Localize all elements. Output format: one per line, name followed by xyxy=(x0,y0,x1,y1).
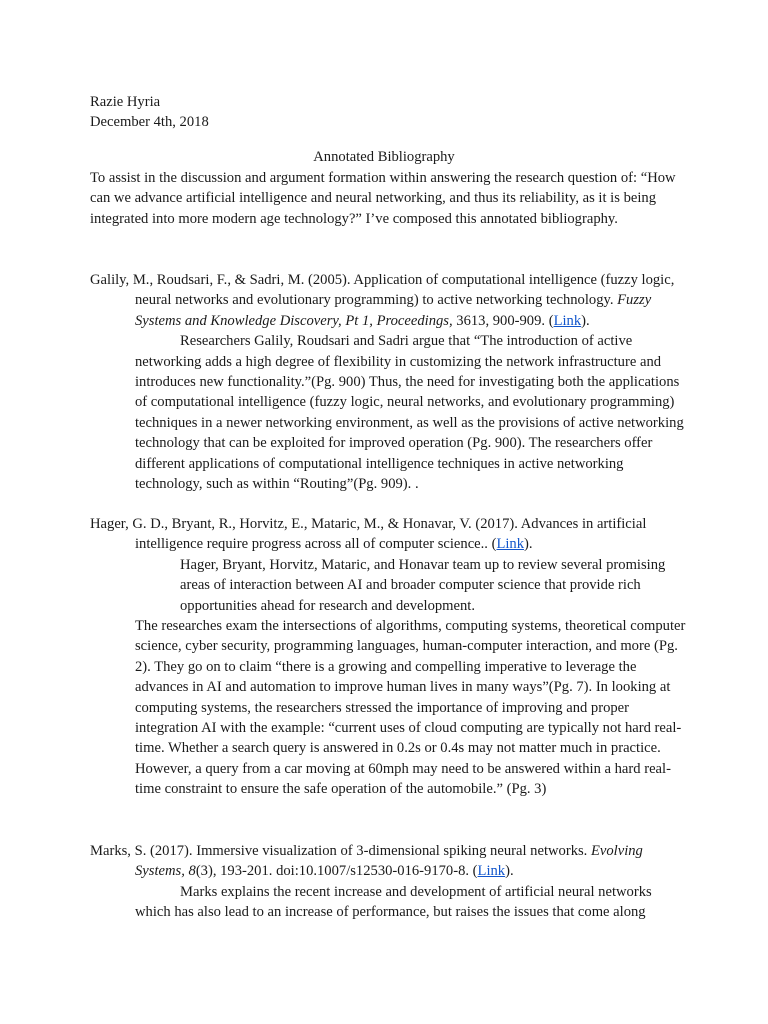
annotation-body: The researches exam the intersections of algorithms, computing systems, theoretical computer science, cyber security, programming languages, human-computer interaction, and more (Pg. 2). They go on to claim “there is a growing and compelling imperative to leverage the advances in AI and automation to improve human lives in many ways”(Pg. 7). In looking at computing systems, the researchers stressed the importance of improving and proper integration AI with the example: “current uses of cloud computing are typically not hard real-time. Whether a search query is answered in 0.2s or 0.4s may not matter much in practice. However, a query from a car moving at 60mph may need to be answered within a hard real-time constraint to ensure the safe operation of the automobile.” (Pg. 3) xyxy=(135,618,686,798)
journal-title: Fuzzy Systems and Knowledge Discovery, Pt 1, Proceedings, xyxy=(135,292,652,329)
annotation: Marks explains the recent increase and development of artificial neural networks which has also lead to an increase of performance, but raises the issues that come along xyxy=(135,883,652,921)
citation-text: Marks, S. (2017). Immersive visualization of 3-dimensional spiking neural networks. xyxy=(90,843,591,859)
citation xyxy=(90,841,690,882)
document-header xyxy=(90,92,209,133)
intro-paragraph: To assist in the discussion and argument formation within answering the research question of: “How can we advance artificial intelligence and neural networking, and thus its reliability, as it is being integrated into more modern age technology?” I’ve composed this annotated bibliography. xyxy=(90,170,676,227)
citation-details: 3613, 900-909. ( xyxy=(452,312,554,329)
citation-close: ). xyxy=(581,312,590,329)
document-title: Annotated Bibliography xyxy=(313,149,455,165)
annotation: Researchers Galily, Roudsari and Sadri argue that “The introduction of active networking adds a high degree of flexibility in customizing the network infrastructure and introduces new functionality.”(Pg. 900) Thus, the need for investigating both the applications of computational intelligence (fuzzy logic, neural networks, and evolutionary programming) techniques in a newer networking environment, as well as the provisions of active networking technology that can be exploited for improved operation (Pg. 900). The researchers offer different applications of computational intelligence techniques in active networking technology, such as within “Routing”(Pg. 909). . xyxy=(135,333,684,493)
source-link[interactable]: Link xyxy=(477,863,506,880)
citation xyxy=(90,514,690,555)
annotation-intro: Hager, Bryant, Horvitz, Mataric, and Honavar team up to review several promising areas of interaction between AI and broader computer science that provide rich opportunities ahead for research and development. xyxy=(180,556,666,614)
citation-close: ). xyxy=(505,863,514,880)
annotation xyxy=(90,555,690,800)
bibliography-entry xyxy=(90,270,690,494)
source-link[interactable]: Link xyxy=(553,312,582,329)
source-link[interactable]: Link xyxy=(496,536,525,553)
citation-close: ). xyxy=(524,536,533,553)
citation-text: Galily, M., Roudsari, F., & Sadri, M. (2005). Application of computational intelligence (fuzzy logic, neural networks and evolutionary programming) to active networking technology. xyxy=(90,272,675,309)
citation-details: (3), 193-201. doi:10.1007/s12530-016-9170-8. ( xyxy=(195,863,478,880)
journal-title: Evolving Systems, 8 xyxy=(135,843,643,880)
citation xyxy=(90,270,690,331)
document-date: December 4th, 2018 xyxy=(90,114,209,131)
author-name: Razie Hyria xyxy=(90,94,161,110)
bibliography-entry xyxy=(90,841,690,923)
bibliography-entry xyxy=(90,514,690,800)
citation-text: Hager, G. D., Bryant, R., Horvitz, E., Mataric, M., & Honavar, V. (2017). Advances in artificial intelligence require progress across all of computer science.. ( xyxy=(90,516,647,553)
